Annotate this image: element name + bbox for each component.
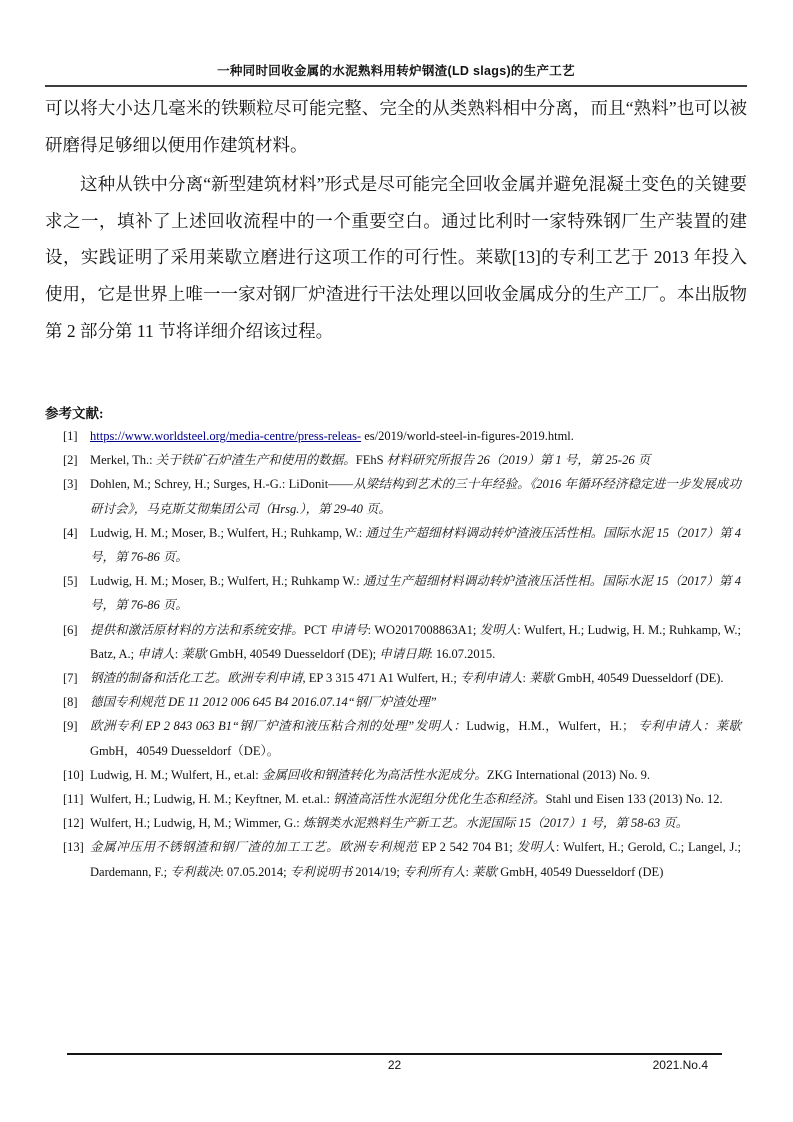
reference-item bbox=[63, 787, 741, 811]
reference-link[interactable]: https://www.worldsteel.org/media-centre/press-releas- bbox=[90, 429, 362, 443]
reference-item bbox=[63, 690, 741, 714]
reference-number: [7] bbox=[63, 671, 78, 686]
reference-number: [9] bbox=[63, 719, 78, 734]
reference-text: Ludwig, H. M.; Wulfert, H., et.al: 金属回收和钢渣转化为高活性水泥成分。ZKG International (2013) No. 9. bbox=[90, 767, 650, 782]
reference-item bbox=[63, 811, 741, 835]
reference-item bbox=[63, 448, 741, 472]
reference-number: [3] bbox=[63, 477, 78, 492]
reference-item bbox=[63, 714, 741, 762]
reference-text: Ludwig, H. M.; Moser, B.; Wulfert, H.; Ruhkamp W.: 通过生产超细材料调动转炉渣液压活性相。国际水泥 15（2017）第 4 号，第 76-86 页。 bbox=[90, 574, 741, 613]
page-number: 22 bbox=[387, 1058, 402, 1072]
reference-text: Wulfert, H.; Ludwig, H, M.; Wimmer, G.: 炼钢类水泥熟料生产新工艺。水泥国际 15（2017）1 号，第 58-63 页。 bbox=[90, 816, 689, 831]
reference-number: [13] bbox=[63, 840, 84, 855]
reference-number: [10] bbox=[63, 767, 84, 782]
reference-text: Ludwig, H. M.; Moser, B.; Wulfert, H.; Ruhkamp, W.: 通过生产超细材料调动转炉渣液压活性相。国际水泥 15（2017）第 4 号，第 76-86 页。 bbox=[90, 525, 741, 565]
reference-item bbox=[63, 835, 741, 883]
reference-number: [2] bbox=[63, 453, 78, 468]
footer-divider bbox=[67, 1053, 722, 1055]
reference-text: Wulfert, H.; Ludwig, H. M.; Keyftner, M. et.al.: 钢渣高活性水泥组分优化生态和经济。Stahl und Eisen 133 (2013) No. 12. bbox=[90, 792, 723, 807]
issue-label: 2021.No.4 bbox=[652, 1058, 708, 1072]
reference-item bbox=[63, 569, 741, 617]
reference-number: [11] bbox=[63, 792, 84, 807]
body-paragraph: 这种从铁中分离“新型建筑材料”形式是尽可能完全回收金属并避免混凝土变色的关键要求之一，填补了上述回收流程中的一个重要空白。通过比利时一家特殊钢厂生产装置的建设，实践证明了采用莱歇立磨进行这项工作的可行性。莱歇[13]的专利工艺于 2013 年投入使用，它是世界上唯一一家对钢厂炉渣进行干法处理以回收金属成分的生产工厂。本出版物第 2 部分第 11 节将详细介绍该过程。 bbox=[45, 174, 747, 341]
body-paragraph: 可以将大小达几毫米的铁颗粒尽可能完整、完全的从类熟料相中分离，而且“熟料”也可以被研磨得足够细以便用作建筑材料。 bbox=[45, 98, 747, 155]
reference-item bbox=[63, 666, 741, 690]
reference-text: https://www.worldsteel.org/media-centre/press-releas- es/2019/world-steel-in-figures-2019.html. bbox=[90, 429, 574, 443]
reference-item bbox=[63, 618, 741, 666]
reference-item bbox=[63, 472, 741, 520]
header-divider bbox=[45, 85, 747, 87]
reference-text: 德国专利规范 DE 11 2012 006 645 B4 2016.07.14“钢厂炉渣处理” bbox=[90, 695, 437, 710]
reference-number: [1] bbox=[63, 429, 78, 443]
reference-text: 金属冲压用不锈钢渣和钢厂渣的加工工艺。欧洲专利规范 EP 2 542 704 B1; 发明人: Wulfert, H.; Gerold, C.; Langel, J.; Dardemann, F.; 专利裁决: 07.05.2014; 专利说明书 2014/19; 专利所有人: 莱歇 GmbH, 40549 Duesseldorf (DE) bbox=[90, 840, 741, 879]
reference-number: [8] bbox=[63, 695, 78, 710]
reference-text: Dohlen, M.; Schrey, H.; Surges, H.-G.: LiDonit——从梁结构到艺术的三十年经验。《2016 年循环经济稳定进一步发展成功研讨会》，马克斯艾彻集团公司（Hrsg.），第 29-40 页。 bbox=[90, 477, 741, 516]
reference-number: [6] bbox=[63, 622, 78, 637]
reference-number: [12] bbox=[63, 816, 84, 831]
reference-text: Merkel, Th.: 关于铁矿石炉渣生产和使用的数据。FEhS 材料研究所报告 26（2019）第 1 号，第 25-26 页 bbox=[90, 453, 651, 468]
reference-number: [4] bbox=[63, 525, 78, 540]
reference-text: 钢渣的制备和活化工艺。欧洲专利申请, EP 3 315 471 A1 Wulfert, H.; 专利申请人: 莱歇 GmbH, 40549 Duesseldorf (DE). bbox=[90, 671, 724, 686]
reference-item bbox=[63, 763, 741, 787]
reference-item bbox=[63, 424, 741, 448]
references-heading: 参考文献: bbox=[45, 406, 104, 421]
page-title: 一种同时回收金属的水泥熟料用转炉钢渣(LD slags)的生产工艺 bbox=[217, 64, 575, 78]
reference-text: 提供和激活原材料的方法和系统安排。PCT 申请号: WO2017008863A1; 发明人: Wulfert, H.; Ludwig, H. M.; Ruhkamp, W.; Batz, A.; 申请人: 莱歇 GmbH, 40549 Duesseldorf (DE); 申请日期: 16.07.2015. bbox=[90, 622, 741, 661]
reference-number: [5] bbox=[63, 574, 78, 589]
reference-item bbox=[63, 521, 741, 569]
reference-text: 欧洲专利 EP 2 843 063 B1“钢厂炉渣和液压粘合剂的处理”发明人：Ludwig，H.M.，Wulfert，H.； 专利申请人：莱歇 GmbH，40549 Duesseldorf（DE）。 bbox=[90, 719, 741, 758]
references-list bbox=[63, 424, 741, 884]
body-text bbox=[45, 90, 747, 349]
